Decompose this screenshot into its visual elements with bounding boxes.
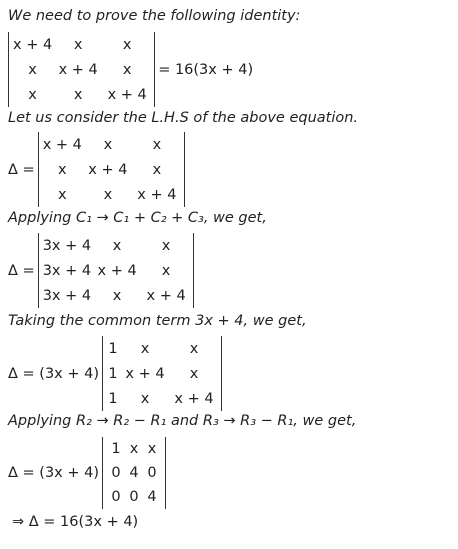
matrix-cell: x [73,86,83,103]
matrix-row [107,361,217,386]
matrix-row [43,157,180,182]
step3-determinant [102,336,222,411]
delta-lhs: Δ = [8,161,35,178]
matrix-cell: x [103,186,113,203]
matrix-cell: 0 [129,489,139,505]
matrix-cell: x [129,441,139,457]
matrix-cell: x + 4 [146,287,186,304]
matrix-row [107,386,217,411]
matrix-cell: x [112,237,122,254]
matrix-cell: x + 4 [42,136,82,153]
matrix-row [43,182,180,207]
matrix-cell: 4 [129,465,139,481]
matrix-cell: x [112,287,122,304]
matrix-cell: 1 [108,365,118,382]
matrix-row [13,57,150,82]
intro-text: We need to prove the following identity: [8,8,301,24]
matrix-cell: x + 4 [58,61,98,78]
matrix-cell: 0 [111,465,121,481]
matrix-row [107,461,161,485]
row-operation-1: R₂ → R₂ − R₁ [75,413,167,429]
matrix-row [43,258,189,283]
matrix-cell: x [73,36,83,53]
apply-rows-text: Applying R₂ → R₂ − R₁ and R₃ → R₃ − R₁, we get, [8,413,357,429]
step2-equation [8,233,194,308]
matrix-cell: x + 4 [174,390,214,407]
identity-rhs: = 16(3x + 4) [158,61,254,78]
conclusion-text: ⇒ Δ = 16(3x + 4) [12,514,139,530]
matrix-cell: x [57,161,67,178]
identity-determinant [8,32,155,107]
matrix-cell: x + 4 [107,86,147,103]
matrix-cell: x + 4 [13,36,53,53]
identity-equation [8,32,253,107]
matrix-row [13,82,150,107]
delta-lhs-2: Δ = [8,262,35,279]
matrix-cell: x [152,161,162,178]
step2-determinant [38,233,194,308]
matrix-cell: x [122,36,132,53]
matrix-cell: 0 [111,489,121,505]
matrix-cell: x [57,186,67,203]
matrix-cell: 4 [147,489,157,505]
consider-text: Let us consider the L.H.S of the above equation. [8,110,359,126]
matrix-row [43,132,180,157]
step3-equation [8,336,222,411]
matrix-cell: x [161,262,171,279]
matrix-cell: x [147,441,157,457]
matrix-cell: x [140,340,150,357]
column-operation: C₁ → C₁ + C₂ + C₃ [75,210,204,226]
step1-determinant [38,132,185,207]
matrix-row [43,283,189,308]
matrix-row [43,233,189,258]
matrix-row [107,336,217,361]
matrix-cell: x [103,136,113,153]
apply-columns-text: Applying C₁ → C₁ + C₂ + C₃, we get, [8,210,267,226]
matrix-cell: x [28,86,37,103]
common-term: 3x + 4 [195,313,244,329]
matrix-cell: x [189,340,199,357]
matrix-cell: 3x + 4 [42,237,92,254]
step4-determinant [102,437,166,509]
matrix-cell: x [122,61,132,78]
matrix-cell: x + 4 [137,186,177,203]
matrix-cell: x + 4 [88,161,128,178]
matrix-cell: x [189,365,199,382]
matrix-cell: x [161,237,171,254]
common-term-text: Taking the common term 3x + 4, we get, [8,313,307,329]
step1-equation [8,132,185,207]
step4-equation [8,437,166,509]
matrix-cell: x [140,390,150,407]
matrix-cell: 1 [108,340,118,357]
matrix-row [13,32,150,57]
factor-lhs-2: Δ = (3x + 4) [8,465,100,481]
matrix-cell: x [28,61,37,78]
matrix-cell: 1 [108,390,118,407]
row-operation-2: R₃ → R₃ − R₁ [202,413,294,429]
matrix-row [107,437,161,461]
matrix-cell: 1 [111,441,121,457]
matrix-cell: x + 4 [125,365,165,382]
matrix-cell: 3x + 4 [42,287,92,304]
matrix-cell: 0 [147,465,157,481]
matrix-row [107,485,161,509]
matrix-cell: x [152,136,162,153]
factor-lhs: Δ = (3x + 4) [8,365,100,382]
matrix-cell: x + 4 [97,262,137,279]
matrix-cell: 3x + 4 [42,262,92,279]
